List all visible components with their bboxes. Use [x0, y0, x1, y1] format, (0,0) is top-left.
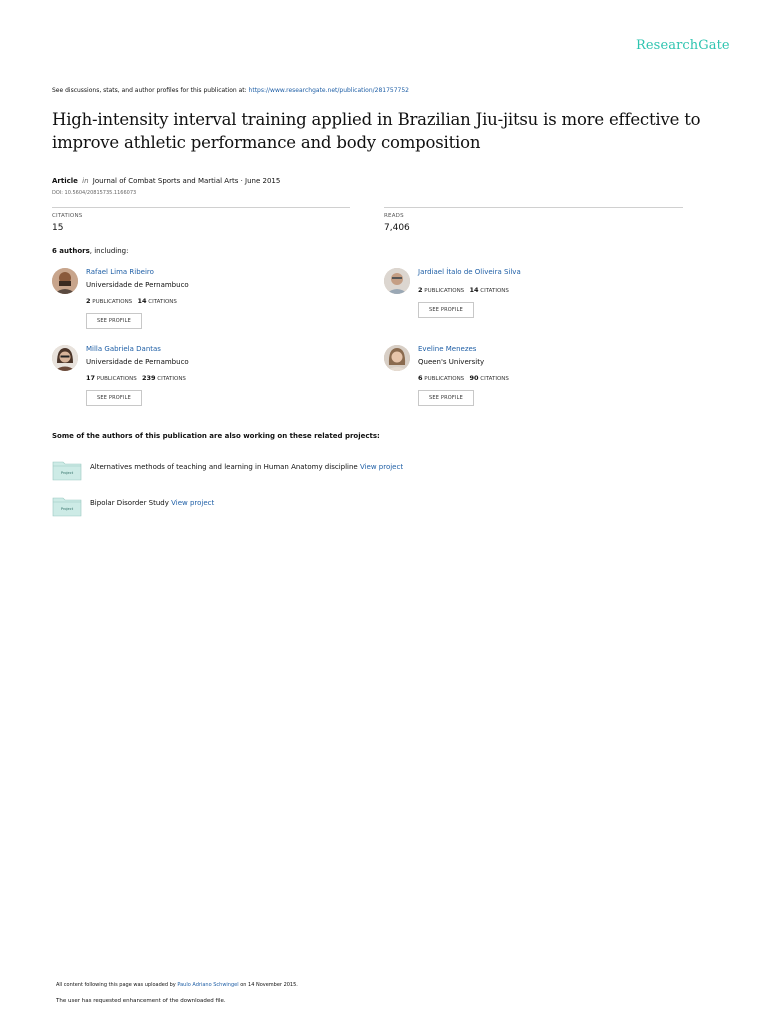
publications-label: PUBLICATIONS — [424, 288, 465, 294]
author-institution: Universidade de Pernambuco — [86, 358, 189, 366]
author-institution: Universidade de Pernambuco — [86, 281, 189, 289]
avatar[interactable] — [384, 345, 410, 371]
upload-prefix: All content following this page was uploaded by — [56, 982, 178, 988]
project-title: Bipolar Disorder Study — [90, 499, 169, 507]
view-project-link[interactable]: View project — [359, 463, 404, 471]
publications-count: 17 — [86, 374, 96, 382]
citations-count: 239 — [141, 374, 156, 382]
publication-url-link[interactable]: https://www.researchgate.net/publication/281757752 — [248, 87, 409, 94]
citations-count: 15 — [52, 223, 64, 233]
upload-notice — [56, 982, 298, 988]
see-discussions-text: See discussions, stats, and author profiles for this publication at: — [52, 87, 249, 94]
divider-reads — [384, 207, 683, 208]
author-name-link[interactable]: Jardiael Ítalo de Oliveira Silva — [418, 268, 521, 276]
avatar[interactable] — [52, 268, 78, 294]
authors-count: 6 authors — [52, 247, 90, 255]
journal-name: Journal of Combat Sports and Martial Arts · June 2015 — [92, 177, 281, 185]
publications-label: PUBLICATIONS — [424, 376, 465, 382]
see-profile-button[interactable]: SEE PROFILE — [418, 302, 474, 318]
divider-citations — [52, 207, 350, 208]
author-stats — [418, 286, 509, 294]
avatar[interactable] — [384, 268, 410, 294]
view-project-link[interactable]: View project — [171, 499, 215, 507]
project-text — [90, 463, 403, 471]
authors-heading — [52, 247, 128, 255]
folder-icon — [52, 459, 82, 481]
publications-count: 2 — [418, 286, 423, 294]
author-name-link[interactable]: Milla Gabriela Dantas — [86, 345, 161, 353]
citations-label: CITATIONS — [52, 213, 83, 219]
see-profile-button[interactable]: SEE PROFILE — [418, 390, 474, 406]
upload-suffix: on 14 November 2015. — [238, 982, 298, 988]
project-title: Alternatives methods of teaching and learning in Human Anatomy discipline — [90, 463, 358, 471]
related-projects-heading: Some of the authors of this publication are also working on these related projects: — [52, 432, 380, 440]
publications-label: PUBLICATIONS — [96, 376, 137, 382]
avatar[interactable] — [52, 345, 78, 371]
publication-title: High-intensity interval training applied in Brazilian Jiu-jitsu is more effective to improve athletic performance and body composition — [52, 110, 701, 152]
publication-meta — [52, 177, 280, 185]
citations-label: CITATIONS — [148, 299, 177, 305]
author-institution: Queen's University — [418, 358, 485, 366]
project-icon-label: Project — [60, 507, 74, 511]
author-stats — [418, 374, 509, 382]
project-icon-label: Project — [60, 471, 74, 475]
citations-count: 14 — [137, 297, 147, 305]
author-name-link[interactable]: Rafael Lima Ribeiro — [86, 268, 154, 276]
project-item — [52, 495, 552, 519]
publications-count: 2 — [86, 297, 91, 305]
citations-label: CITATIONS — [480, 288, 509, 294]
enhancement-notice: The user has requested enhancement of the downloaded file. — [56, 998, 226, 1004]
citations-label: CITATIONS — [480, 376, 509, 382]
see-profile-button[interactable]: SEE PROFILE — [86, 313, 142, 329]
publications-count: 6 — [418, 374, 423, 382]
author-stats — [86, 374, 186, 382]
citations-count: 90 — [469, 374, 479, 382]
in-label: in — [82, 177, 89, 185]
reads-label: READS — [384, 213, 404, 219]
project-item — [52, 459, 552, 483]
publications-label: PUBLICATIONS — [92, 299, 133, 305]
author-name-link[interactable]: Eveline Menezes — [418, 345, 477, 353]
reads-count: 7,406 — [384, 223, 410, 233]
doi: DOI: 10.5604/20815735.1166073 — [52, 190, 137, 196]
author-stats — [86, 297, 177, 305]
authors-including: , including: — [89, 247, 129, 255]
folder-icon — [52, 495, 82, 517]
see-discussions-line — [52, 87, 409, 94]
citations-label: CITATIONS — [157, 376, 186, 382]
citations-count: 14 — [469, 286, 479, 294]
publication-type: Article — [52, 177, 78, 185]
uploader-link[interactable]: Paulo Adriano Schwingel — [177, 982, 239, 988]
researchgate-logo[interactable]: ResearchGate — [636, 38, 730, 53]
project-text — [90, 499, 214, 507]
see-profile-button[interactable]: SEE PROFILE — [86, 390, 142, 406]
